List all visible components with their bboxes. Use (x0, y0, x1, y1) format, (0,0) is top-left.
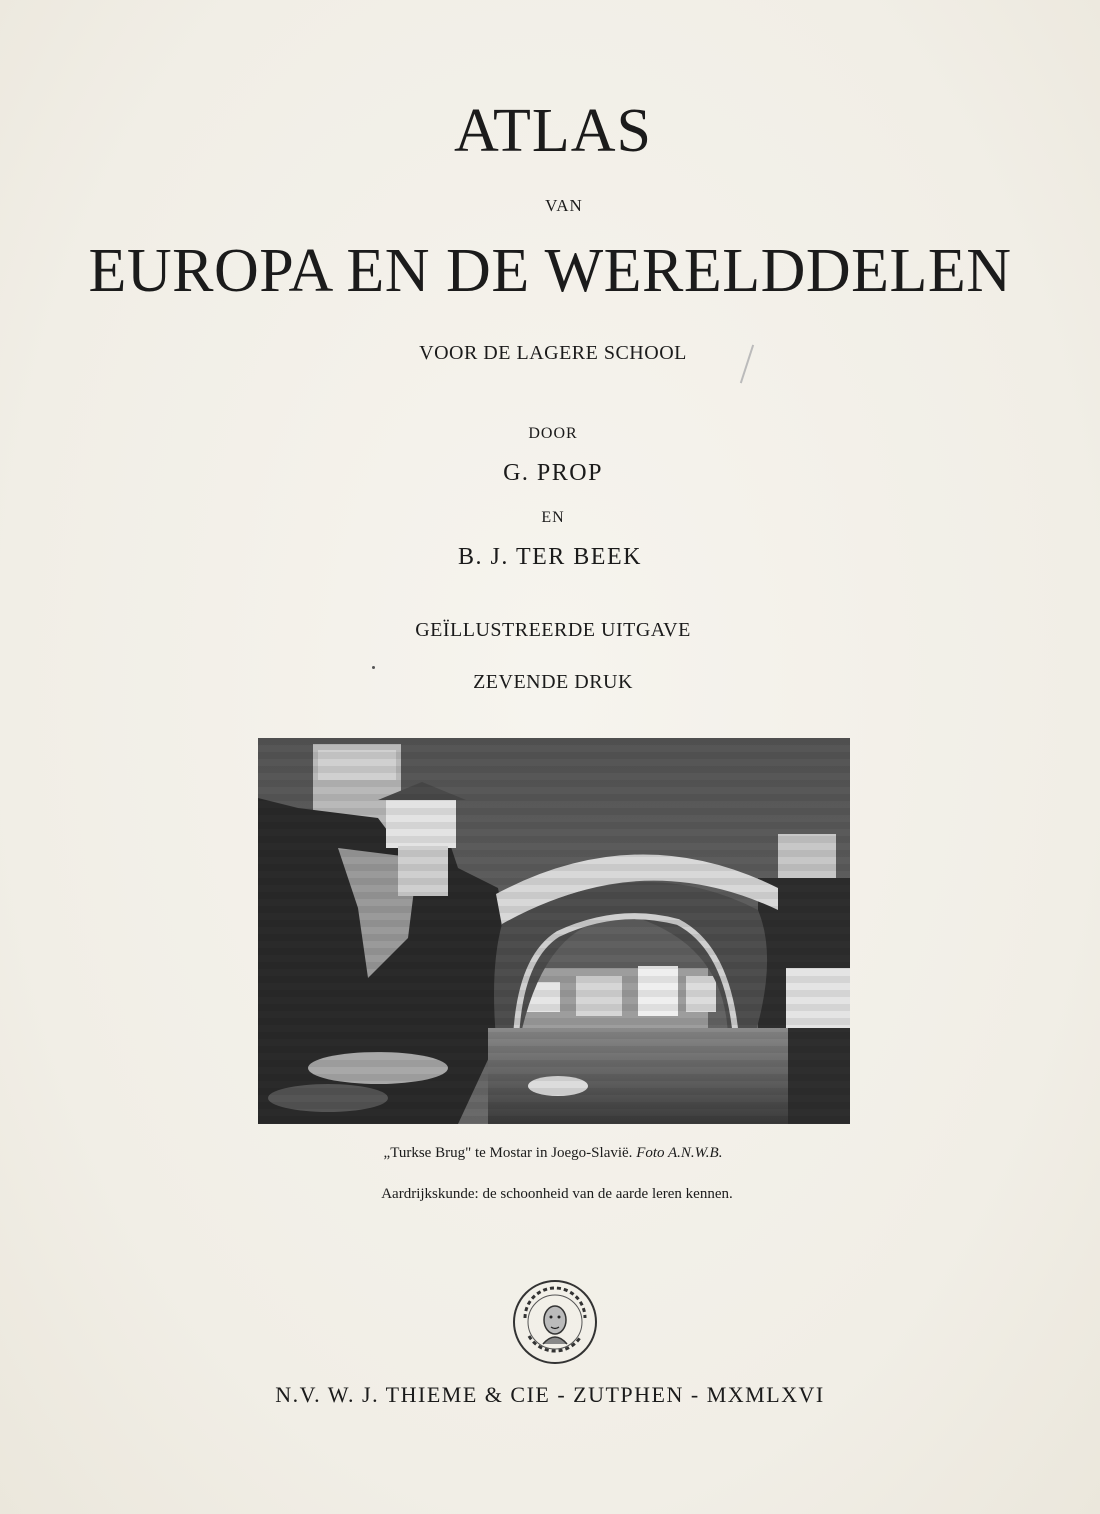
edition-label: GEÏLLUSTREERDE UITGAVE (415, 619, 691, 641)
author-prop: G. PROP (503, 460, 603, 486)
subtitle: VOOR DE LAGERE SCHOOL (419, 342, 687, 364)
portrait-stamp-icon (511, 1278, 599, 1366)
caption-credit: Foto A.N.W.B. (636, 1145, 723, 1161)
and-label: EN (541, 509, 565, 526)
title-connector: VAN (545, 196, 583, 215)
photo-caption (0, 1145, 1100, 1162)
paper-speck (372, 666, 375, 669)
by-label: DOOR (528, 425, 578, 442)
motto: Aardrijkskunde: de schoonheid van de aarde leren kennen. (381, 1186, 733, 1202)
caption-text: „Turkse Brug" te Mostar in Joego-Slavië. (383, 1145, 633, 1161)
book-title: ATLAS (454, 97, 652, 165)
author-ter-beek: B. J. TER BEEK (458, 544, 642, 570)
bridge-photo (258, 738, 850, 1124)
print-label: ZEVENDE DRUK (473, 671, 633, 693)
publisher-line: N.V. W. J. THIEME & CIE - ZUTPHEN - MXMLXVI (275, 1382, 825, 1407)
main-title: EUROPA EN DE WERELDDELEN (88, 237, 1012, 305)
